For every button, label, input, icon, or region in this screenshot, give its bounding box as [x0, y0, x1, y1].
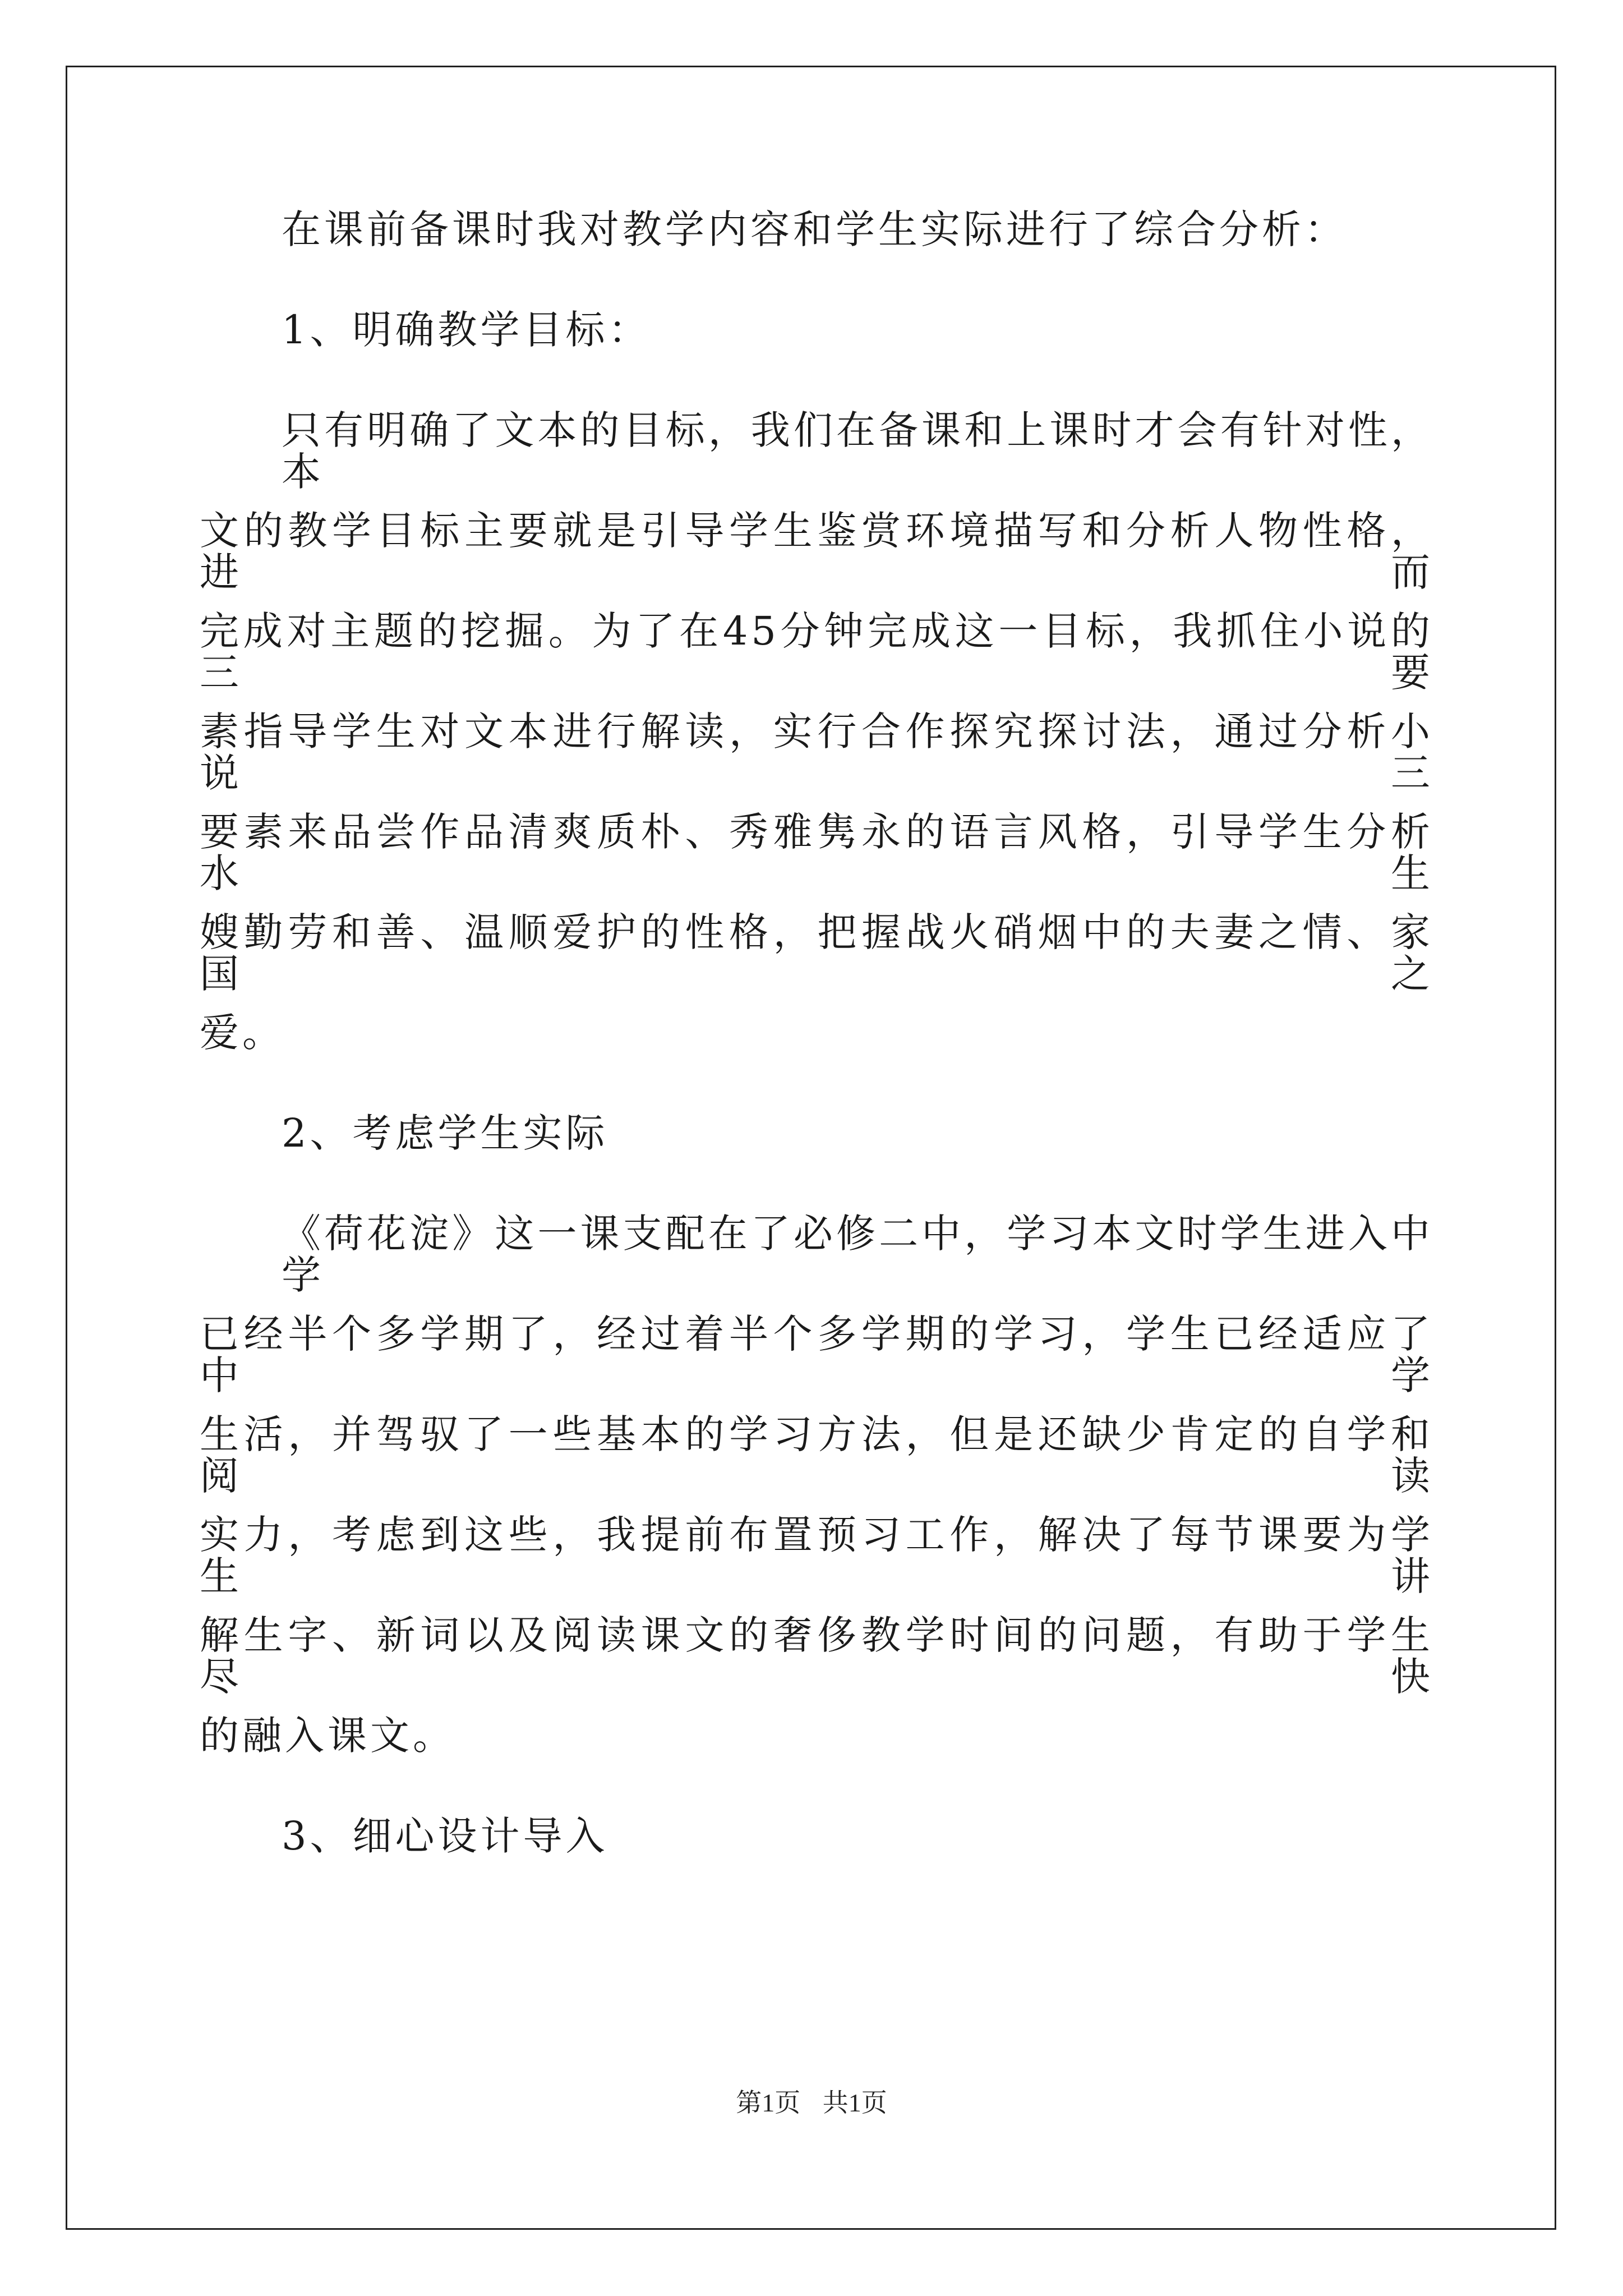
text-line: 在课前备课时我对教学内容和学生实际进行了综合分析：	[282, 206, 1347, 252]
text-line: 3、细心设计导入	[282, 1813, 608, 1859]
page-total: 共1页	[822, 2088, 887, 2117]
page-footer	[0, 2088, 1623, 2118]
text-line: 素指导学生对文本进行解读，实行合作探究探讨法，通过分析小说三	[200, 708, 1433, 796]
text-line: 完成对主题的挖掘。为了在45分钟完成这一目标，我抓住小说的三要	[200, 608, 1433, 696]
text-line: 嫂勤劳和善、温顺爱护的性格，把握战火硝烟中的夫妻之情、家国之	[200, 909, 1433, 997]
text-line: 文的教学目标主要就是引导学生鉴赏环境描写和分析人物性格，进而	[200, 508, 1433, 595]
text-line: 实力，考虑到这些，我提前布置预习工作，解决了每节课要为学生讲	[200, 1512, 1433, 1599]
text-line: 生活，并驾驭了一些基本的学习方法，但是还缺少肯定的自学和阅读	[200, 1411, 1433, 1499]
text-line: 只有明确了文本的目标，我们在备课和上课时才会有针对性，本	[282, 407, 1433, 495]
text-line: 《荷花淀》这一课支配在了必修二中，学习本文时学生进入中学	[282, 1211, 1433, 1298]
document-body	[200, 206, 1433, 1916]
text-line: 已经半个多学期了，经过着半个多学期的学习，学生已经适应了中学	[200, 1311, 1433, 1398]
text-line: 2、考虑学生实际	[282, 1110, 608, 1156]
text-line: 爱。	[200, 1010, 285, 1056]
text-line: 1、明确教学目标：	[282, 307, 651, 353]
text-line: 解生字、新词以及阅读课文的奢侈教学时间的问题，有助于学生尽快	[200, 1612, 1433, 1700]
text-line: 要素来品尝作品清爽质朴、秀雅隽永的语言风格，引导学生分析水生	[200, 809, 1433, 896]
page-number: 第1页	[736, 2088, 801, 2117]
text-line: 的融入课文。	[200, 1713, 455, 1759]
